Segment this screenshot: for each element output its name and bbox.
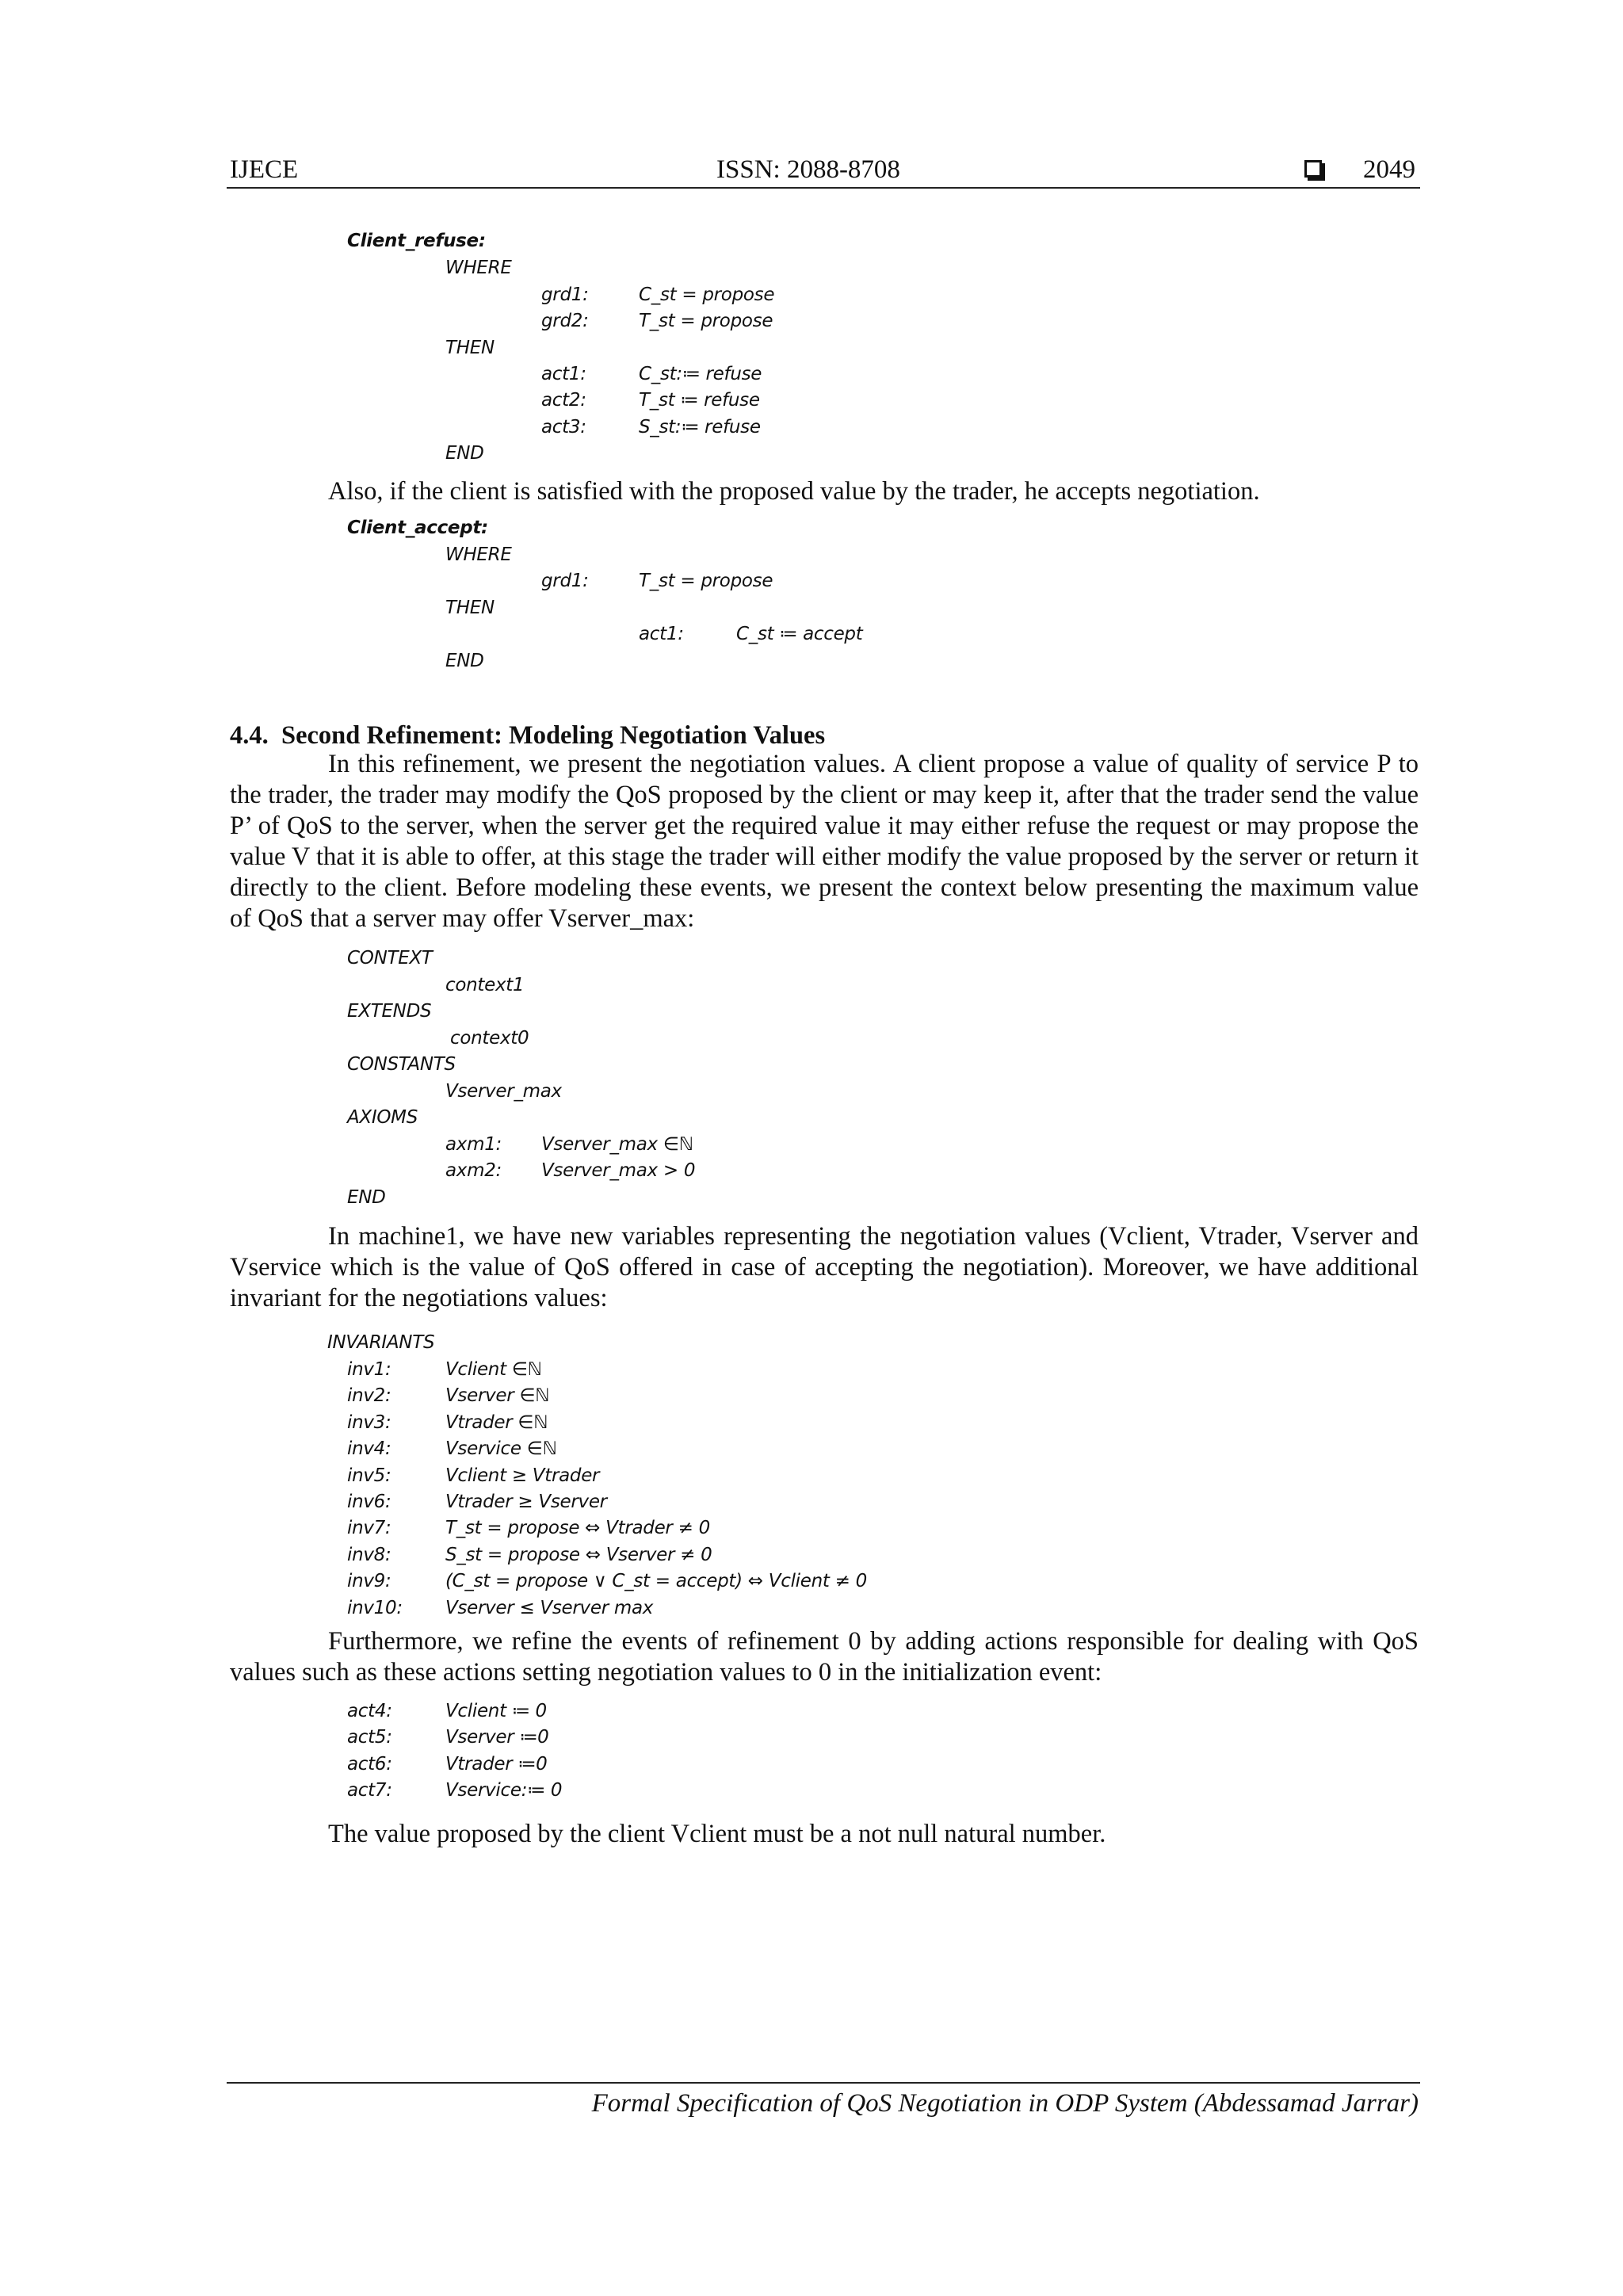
invariant-row-expr: Vserver ≤ Vserver max — [445, 1597, 654, 1618]
paragraph-furthermore — [230, 1626, 1419, 1688]
init-action-row-label: act5: — [347, 1727, 392, 1748]
event-name: Client_accept: — [347, 518, 488, 538]
invariant-row-label: inv8: — [347, 1544, 391, 1565]
where-keyword: WHERE — [445, 544, 512, 565]
then-keyword: THEN — [445, 338, 495, 358]
invariant-row-label: inv4: — [347, 1438, 391, 1460]
axiom-label: axm1: — [445, 1134, 502, 1155]
where-keyword: WHERE — [445, 258, 512, 278]
end-keyword: END — [445, 651, 484, 671]
guard-label: grd1: — [541, 285, 589, 305]
paragraph: Also, if the client is satisfied with the proposed value by the trader, he accepts negotiation. — [328, 477, 1260, 506]
action-expr: S_st:≔ refuse — [639, 417, 761, 437]
paragraph: Furthermore, we refine the events of refinement 0 by adding actions responsible for dealing with QoS values such as these actions setting negotiation values to 0 in the initialization event: — [230, 1627, 1419, 1687]
paragraph-machine — [230, 1221, 1419, 1314]
guard-label: grd1: — [541, 571, 589, 591]
section-title: Second Refinement: Modeling Negotiation Values — [281, 721, 826, 750]
then-keyword: THEN — [445, 598, 495, 618]
running-footer: Formal Specification of QoS Negotiation in ODP System (Abdessamad Jarrar) — [591, 2089, 1419, 2118]
paragraph: The value proposed by the client Vclient must be a not null natural number. — [328, 1820, 1106, 1848]
action-label: act3: — [541, 417, 586, 437]
invariant-row-expr: Vserver ∈ℕ — [445, 1385, 550, 1407]
action-expr: C_st ≔ accept — [736, 624, 863, 644]
invariant-row-label: inv6: — [347, 1492, 391, 1512]
header-rule — [227, 187, 1420, 189]
invariant-row-label: inv5: — [347, 1465, 391, 1486]
invariant-row-label: inv7: — [347, 1518, 391, 1539]
invariant-row-label: inv1: — [347, 1359, 391, 1380]
invariant-row-expr: (C_st = propose ∨ C_st = accept) ⇔ Vclient ≠ 0 — [445, 1571, 867, 1592]
init-action-row-expr: Vtrader ≔0 — [445, 1753, 548, 1775]
invariant-row-expr: S_st = propose ⇔ Vserver ≠ 0 — [445, 1544, 712, 1565]
init-action-row-expr: Vserver ≔0 — [445, 1727, 549, 1748]
invariant-row-expr: Vtrader ∈ℕ — [445, 1412, 548, 1433]
guard-expr: C_st = propose — [639, 285, 775, 305]
axiom-expr: Vserver_max > 0 — [541, 1160, 696, 1181]
constant-name: Vserver_max — [445, 1081, 562, 1102]
end-keyword: END — [445, 443, 484, 464]
invariant-row-expr: Vclient ≥ Vtrader — [445, 1465, 600, 1486]
invariant-row-label: inv3: — [347, 1412, 391, 1433]
invariant-row-label: inv9: — [347, 1571, 391, 1592]
init-action-row-label: act4: — [347, 1701, 392, 1721]
guard-label: grd2: — [541, 311, 589, 331]
issn: ISSN: 2088-8708 — [716, 155, 900, 184]
section-number: 4.4. — [230, 721, 269, 750]
action-label: act1: — [639, 624, 684, 644]
box-icon — [1304, 160, 1322, 178]
axioms-keyword: AXIOMS — [347, 1107, 418, 1128]
end-keyword: END — [347, 1187, 386, 1208]
extends-keyword: EXTENDS — [347, 1001, 432, 1022]
footer-rule — [227, 2082, 1420, 2084]
axiom-expr: Vserver_max ∈ℕ — [541, 1134, 693, 1155]
init-action-row-expr: Vclient ≔ 0 — [445, 1701, 547, 1721]
invariants-title: INVARIANTS — [327, 1332, 435, 1353]
event-name: Client_refuse: — [347, 231, 486, 251]
context-name: context1 — [445, 975, 525, 995]
axiom-label: axm2: — [445, 1160, 502, 1181]
invariant-row-label: inv2: — [347, 1385, 391, 1407]
paragraph-refinement — [230, 749, 1419, 934]
constants-keyword: CONSTANTS — [347, 1054, 456, 1075]
init-action-row-label: act6: — [347, 1753, 392, 1775]
paragraph: In this refinement, we present the negotiation values. A client propose a value of quality of service P to the trader, the trader may modify the QoS proposed by the client or may keep it, after that the trader send the value P’ of QoS to the server, when the server get the required value it may either refuse the request or may propose the value V that it is able to offer, at this stage the trader will either modify the value proposed by the server or return it directly to the client. Before modeling these events, we present the context below presenting the maximum value of QoS that a server may offer Vserver_max: — [230, 750, 1419, 933]
invariant-row-label: inv10: — [347, 1597, 403, 1618]
action-expr: C_st:≔ refuse — [639, 364, 762, 384]
context-keyword: CONTEXT — [347, 948, 433, 968]
invariant-row-expr: T_st = propose ⇔ Vtrader ≠ 0 — [445, 1518, 710, 1539]
action-label: act1: — [541, 364, 586, 384]
invariant-row-expr: Vservice ∈ℕ — [445, 1438, 557, 1460]
guard-expr: T_st = propose — [639, 571, 773, 591]
paragraph: In machine1, we have new variables representing the negotiation values (Vclient, Vtrader, Vserver and Vservice which is the value of QoS offered in case of accepting the negotiation). Moreover, we have additional invariant for the negotiations values: — [230, 1222, 1419, 1312]
action-label: act2: — [541, 390, 586, 411]
action-expr: T_st ≔ refuse — [639, 390, 760, 411]
guard-expr: T_st = propose — [639, 311, 773, 331]
invariant-row-expr: Vtrader ≥ Vserver — [445, 1492, 607, 1512]
init-action-row-expr: Vservice:≔ 0 — [445, 1780, 563, 1801]
init-action-row-label: act7: — [347, 1780, 392, 1801]
journal-name: IJECE — [230, 155, 299, 184]
page-number: 2049 — [1363, 155, 1415, 184]
section-heading — [230, 721, 825, 751]
extends-name: context0 — [450, 1028, 529, 1049]
invariant-row-expr: Vclient ∈ℕ — [445, 1359, 542, 1380]
